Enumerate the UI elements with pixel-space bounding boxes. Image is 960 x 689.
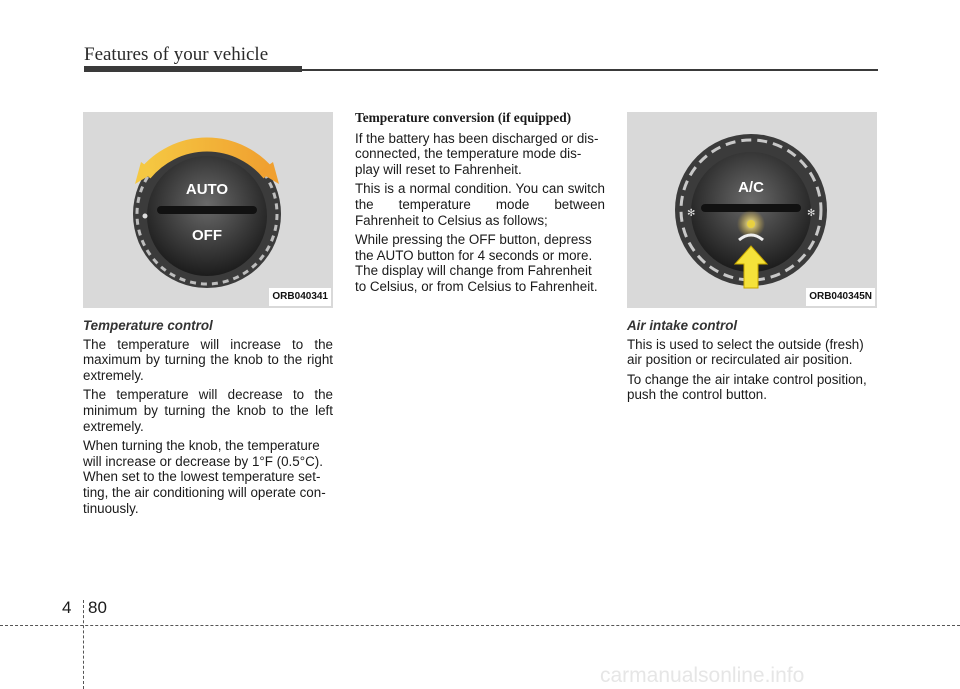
temperature-knob-figure (83, 112, 333, 308)
paragraph: When turning the knob, the temperature will increase or decrease by 1°F (0.5°C). When set to the lowest temperature set-ting, the air conditioning will operate con-tinuously. (83, 438, 326, 516)
footer-vertical-divider (83, 600, 84, 689)
paragraph: This is a normal condition. You can switch the temperature mode between Fahrenheit to Celsius as follows; (355, 181, 605, 228)
svg-text:✻: ✻ (687, 208, 696, 219)
knob-off-label: OFF (192, 227, 222, 244)
figure-caption: ORB040341 (269, 288, 331, 306)
section-heading-temperature-control: Temperature control (83, 318, 213, 333)
section-heading-temperature-conversion: Temperature conversion (if equipped) (355, 110, 572, 125)
paragraph: While pressing the OFF button, depress the AUTO button for 4 seconds or more. The display will change from Fahrenheit to Celsius, or from Celsius to Fahrenheit. (355, 232, 598, 294)
knob-auto-label: AUTO (185, 181, 229, 198)
middle-column (355, 110, 605, 299)
page-number: 80 (88, 598, 107, 617)
paragraph: The temperature will increase to the maximum by turning the knob to the right extremely. (83, 336, 333, 383)
header-rule-thick (84, 66, 302, 72)
header-rule-thin (302, 69, 878, 71)
right-column (627, 112, 877, 407)
figure-caption: ORB040345N (806, 288, 875, 306)
paragraph: If the battery has been discharged or dis-connected, the temperature mode dis-play will reset to Fahrenheit. (355, 130, 599, 177)
temperature-knob-illustration (83, 112, 333, 308)
page-header-title: Features of your vehicle (84, 44, 269, 65)
ac-knob-illustration (627, 112, 877, 308)
svg-text:✻: ✻ (807, 208, 816, 219)
left-column (83, 112, 333, 520)
section-heading-air-intake-control: Air intake control (627, 318, 738, 333)
watermark: carmanualsonline.info (600, 664, 805, 687)
paragraph: This is used to select the outside (fresh) air position or recirculated air position. (627, 336, 864, 368)
knob-ac-label: A/C (738, 179, 764, 196)
paragraph: The temperature will decrease to the minimum by turning the knob to the left extremely. (83, 387, 333, 434)
footer-divider (0, 625, 960, 626)
ac-knob-figure (627, 112, 877, 308)
section-number: 4 (62, 598, 72, 617)
paragraph: To change the air intake control position, push the control button. (627, 371, 867, 403)
